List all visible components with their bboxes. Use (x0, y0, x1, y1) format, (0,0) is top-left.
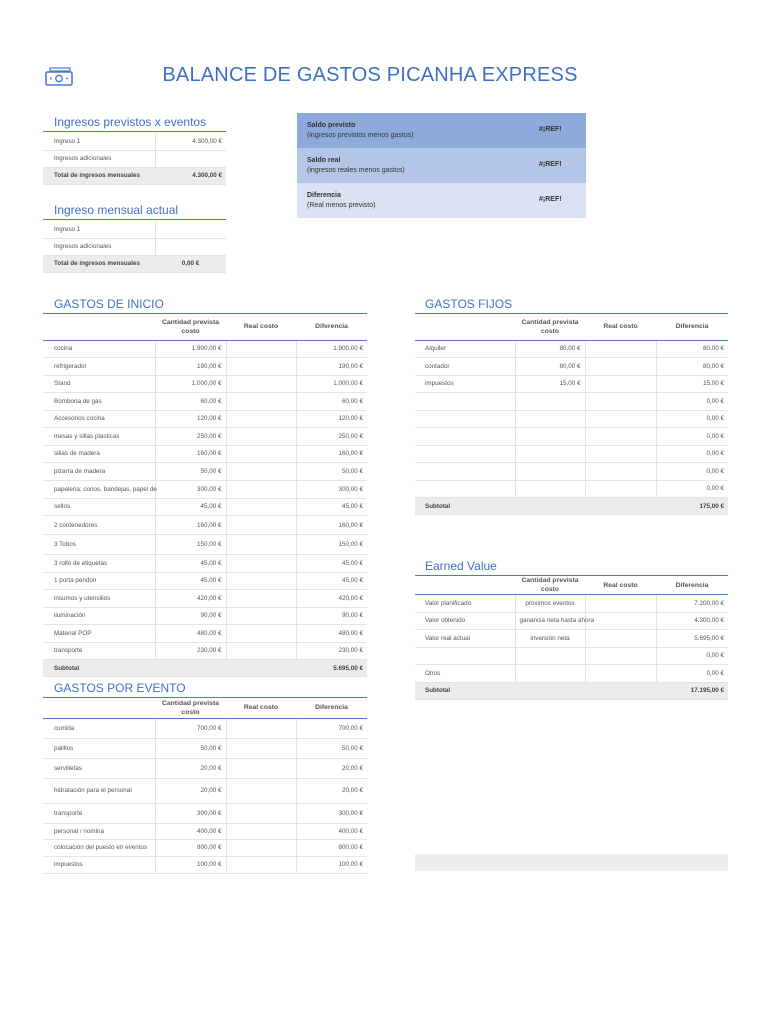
row-label (415, 393, 515, 411)
planned-cost-cell[interactable] (515, 410, 585, 428)
saldo-title: Saldo previsto (307, 122, 356, 129)
planned-cost-cell[interactable]: 230,00 € (155, 642, 226, 660)
table-row (43, 839, 367, 856)
total-label: Total de ingresos mensuales (43, 255, 155, 272)
empty-cell (515, 682, 585, 699)
planned-cost-cell[interactable]: 420,00 € (155, 590, 226, 608)
real-cost-cell[interactable] (226, 410, 296, 428)
table-row (415, 480, 728, 498)
row-label: Accesorios cocina (43, 410, 155, 428)
planned-cost-cell[interactable]: 50,00 € (155, 463, 226, 481)
subtotal-row (415, 498, 728, 515)
real-cost-cell[interactable] (585, 480, 656, 498)
real-cost-cell[interactable] (585, 358, 656, 376)
saldo-value: #¡REF! (539, 196, 562, 203)
table-row (415, 595, 728, 613)
real-cost-cell[interactable] (585, 340, 656, 358)
difference-cell[interactable]: 1.900,00 € (296, 340, 367, 358)
real-cost-cell[interactable] (226, 428, 296, 446)
planned-cost-cell[interactable]: 1.000,00 € (155, 375, 226, 393)
table-row (415, 358, 728, 376)
table-row (415, 612, 728, 630)
difference-cell[interactable]: 45,00 € (296, 572, 367, 590)
difference-cell[interactable]: 15,00 € (656, 375, 728, 393)
row-label: pizarra de madera (43, 463, 155, 481)
row-label: mesas y sillas plasticas (43, 428, 155, 446)
planned-cost-cell[interactable]: 80,00 € (515, 340, 585, 358)
difference-cell[interactable]: 50,00 € (296, 463, 367, 481)
row-label: Material POP (43, 625, 155, 643)
table-header (415, 314, 728, 340)
gastos-fijos-table (415, 314, 728, 515)
planned-cost-cell[interactable]: 20,00 € (155, 778, 226, 803)
table-row (43, 590, 367, 608)
table-row (43, 625, 367, 643)
difference-cell[interactable]: 0,00 € (656, 410, 728, 428)
row-label: iluminación (43, 607, 155, 625)
row-label: servilletas (43, 758, 155, 778)
subtotal-label: Subtotal (415, 498, 515, 515)
planned-cost-cell[interactable]: ganancia neta hasta ahora (515, 612, 585, 630)
planned-cost-cell[interactable]: 45,00 € (155, 555, 226, 573)
col-header (415, 576, 515, 595)
planned-cost-cell[interactable] (515, 393, 585, 411)
difference-cell[interactable]: 700,00 € (296, 718, 367, 738)
row-label: 3 rollo de etiquetas (43, 555, 155, 573)
row-label: sellos (43, 498, 155, 516)
saldo-title: Diferencia (307, 192, 341, 199)
row-label: Alquiler (415, 340, 515, 358)
difference-cell[interactable]: 5.695,00 € (656, 630, 728, 648)
difference-cell[interactable]: 4.300,00 € (656, 612, 728, 630)
difference-cell[interactable]: 1.000,00 € (296, 375, 367, 393)
table-row (415, 340, 728, 358)
table-row (415, 375, 728, 393)
difference-cell[interactable]: 300,00 € (296, 480, 367, 498)
col-header: Real costo (585, 576, 656, 595)
difference-cell[interactable]: 160,00 € (296, 516, 367, 535)
ingreso-actual-title: Ingreso mensual actual (43, 203, 226, 217)
row-label: colocación del puesto en eventos (43, 839, 155, 856)
planned-cost-cell[interactable]: 20,00 € (155, 758, 226, 778)
empty-cell (515, 498, 585, 515)
table-row (415, 445, 728, 463)
planned-cost-cell[interactable] (515, 445, 585, 463)
col-header (43, 314, 155, 340)
gastos-fijos-title: GASTOS FIJOS (415, 297, 728, 311)
table-row (43, 358, 367, 376)
row-label: Ingreso 1 (43, 133, 155, 150)
table-row (43, 340, 367, 358)
subtotal-row (43, 660, 367, 677)
col-header: Diferencia (296, 314, 367, 340)
row-label: insumos y utensilios (43, 590, 155, 608)
col-header: Real costo (226, 698, 296, 718)
row-label: comida (43, 718, 155, 738)
table-row (43, 778, 367, 803)
difference-cell[interactable]: 0,00 € (656, 647, 728, 665)
difference-cell[interactable]: 420,00 € (296, 590, 367, 608)
subtotal-row (415, 682, 728, 699)
real-cost-cell[interactable] (226, 856, 296, 873)
saldo-desc: (ingresos reales menos gastos) (307, 167, 405, 174)
difference-cell[interactable]: 0,00 € (656, 428, 728, 446)
real-cost-cell[interactable] (585, 428, 656, 446)
total-value: 4.300,00 € (155, 167, 226, 184)
row-label: 1 porta pendon (43, 572, 155, 590)
difference-cell[interactable]: 0,00 € (656, 480, 728, 498)
planned-cost-cell[interactable]: 50,00 € (155, 738, 226, 758)
table-row (43, 393, 367, 411)
row-label (415, 647, 515, 665)
planned-cost-cell[interactable]: 45,00 € (155, 498, 226, 516)
planned-cost-cell[interactable]: 100,00 € (155, 856, 226, 873)
saldo-desc: (ingresos previstos menos gastos) (307, 132, 414, 139)
saldo-previsto-row (297, 113, 586, 148)
difference-cell[interactable]: 45,00 € (296, 555, 367, 573)
empty-cell (226, 660, 296, 677)
table-header (415, 576, 728, 595)
subtotal-label: Subtotal (43, 660, 155, 677)
empty-cell (585, 682, 656, 699)
planned-cost-cell[interactable]: 90,00 € (155, 607, 226, 625)
table-row (43, 718, 367, 738)
difference-cell[interactable]: 7.200,00 € (656, 595, 728, 613)
table-row (43, 758, 367, 778)
row-value[interactable] (155, 221, 226, 238)
earned-value-section (415, 559, 728, 700)
real-cost-cell[interactable] (226, 375, 296, 393)
money-icon (44, 66, 74, 88)
planned-cost-cell[interactable]: 160,00 € (155, 516, 226, 535)
row-label (415, 480, 515, 498)
difference-cell[interactable]: 400,00 € (296, 823, 367, 839)
real-cost-cell[interactable] (226, 572, 296, 590)
table-row (43, 463, 367, 481)
page-title: BALANCE DE GASTOS PICANHA EXPRESS (162, 64, 578, 86)
col-header (43, 698, 155, 718)
row-label: personal / nomina (43, 823, 155, 839)
difference-cell[interactable]: 800,00 € (296, 839, 367, 856)
row-label: sillas de madera (43, 445, 155, 463)
planned-cost-cell[interactable]: 700,00 € (155, 718, 226, 738)
table-row (43, 642, 367, 660)
real-cost-cell[interactable] (226, 358, 296, 376)
planned-cost-cell[interactable] (515, 428, 585, 446)
row-label (415, 410, 515, 428)
row-label: 3 Tobos (43, 535, 155, 555)
subtotal-value: 17.195,00 € (656, 682, 728, 699)
footer-bar (415, 854, 728, 871)
empty-cell (585, 498, 656, 515)
total-row (43, 255, 226, 272)
subtotal-value: 175,00 € (656, 498, 728, 515)
real-cost-cell[interactable] (226, 718, 296, 738)
real-cost-cell[interactable] (226, 498, 296, 516)
difference-cell[interactable]: 300,00 € (296, 803, 367, 823)
difference-cell[interactable]: 60,00 € (296, 393, 367, 411)
ingresos-previstos-section (43, 115, 226, 185)
real-cost-cell[interactable] (585, 393, 656, 411)
planned-cost-cell[interactable] (515, 647, 585, 665)
row-label: cocina (43, 340, 155, 358)
table-row (43, 445, 367, 463)
real-cost-cell[interactable] (226, 803, 296, 823)
table-row (415, 463, 728, 481)
real-cost-cell[interactable] (226, 535, 296, 555)
saldo-title: Saldo real (307, 157, 341, 164)
real-cost-cell[interactable] (226, 607, 296, 625)
difference-cell[interactable]: 480,00 € (296, 625, 367, 643)
col-header: Real costo (226, 314, 296, 340)
total-label: Total de ingresos mensuales (43, 167, 155, 184)
table-row (43, 410, 367, 428)
planned-cost-cell[interactable]: 250,00 € (155, 428, 226, 446)
saldo-value: #¡REF! (539, 126, 562, 133)
col-header: Cantidad prevista costo (155, 314, 226, 340)
difference-cell[interactable]: 230,00 € (296, 642, 367, 660)
total-value: 0,00 € (155, 255, 226, 272)
row-label: hidratación para el personal (43, 778, 155, 803)
table-row (43, 738, 367, 758)
table-row (43, 375, 367, 393)
table-row (43, 555, 367, 573)
difference-cell[interactable]: 0,00 € (656, 445, 728, 463)
real-cost-cell[interactable] (226, 516, 296, 535)
difference-cell[interactable]: 20,00 € (296, 778, 367, 803)
table-row (43, 221, 226, 238)
row-label: contador (415, 358, 515, 376)
planned-cost-cell[interactable] (515, 463, 585, 481)
real-cost-cell[interactable] (226, 445, 296, 463)
gastos-fijos-section (415, 297, 728, 515)
planned-cost-cell[interactable]: inversión neta (515, 630, 585, 648)
row-label: Valor obtenido (415, 612, 515, 630)
saldo-real-row (297, 148, 586, 183)
col-header: Cantidad prevista costo (155, 698, 226, 718)
gastos-evento-table (43, 698, 367, 874)
real-cost-cell[interactable] (585, 595, 656, 613)
gastos-inicio-section (43, 297, 367, 677)
row-label (415, 463, 515, 481)
ingresos-previstos-title: Ingresos previstos x eventos (43, 115, 226, 129)
planned-cost-cell[interactable]: 300,00 € (155, 803, 226, 823)
table-row (415, 393, 728, 411)
row-label: impuestos (415, 375, 515, 393)
col-header: Diferencia (296, 698, 367, 718)
gastos-inicio-table (43, 314, 367, 677)
table-row (43, 498, 367, 516)
real-cost-cell[interactable] (226, 823, 296, 839)
table-row (43, 480, 367, 498)
col-header: Cantidad prevista costo (515, 314, 585, 340)
table-row (415, 647, 728, 665)
difference-cell[interactable]: 160,00 € (296, 445, 367, 463)
planned-cost-cell[interactable]: 15,00 € (515, 375, 585, 393)
planned-cost-cell[interactable] (515, 480, 585, 498)
col-header (415, 314, 515, 340)
real-cost-cell[interactable] (585, 612, 656, 630)
difference-cell[interactable]: 100,00 € (296, 856, 367, 873)
real-cost-cell[interactable] (226, 393, 296, 411)
planned-cost-cell[interactable]: 1.900,00 € (155, 340, 226, 358)
row-label: Ingresos adicionales (43, 150, 155, 167)
difference-cell[interactable]: 90,00 € (296, 607, 367, 625)
planned-cost-cell[interactable]: proximos eventos (515, 595, 585, 613)
table-row (43, 428, 367, 446)
planned-cost-cell[interactable]: 60,00 € (155, 393, 226, 411)
difference-cell[interactable]: 20,00 € (296, 758, 367, 778)
real-cost-cell[interactable] (585, 463, 656, 481)
empty-cell (155, 660, 226, 677)
ingreso-actual-table (43, 221, 226, 273)
table-row (43, 572, 367, 590)
difference-cell[interactable]: 150,00 € (296, 535, 367, 555)
row-label: transporte (43, 642, 155, 660)
table-row (415, 410, 728, 428)
row-label (415, 445, 515, 463)
row-label: Otros (415, 665, 515, 683)
real-cost-cell[interactable] (585, 630, 656, 648)
row-label: Valor planificado (415, 595, 515, 613)
real-cost-cell[interactable] (226, 625, 296, 643)
col-header: Diferencia (656, 314, 728, 340)
table-header (43, 314, 367, 340)
saldo-summary (297, 113, 586, 218)
row-label: Valor real actual (415, 630, 515, 648)
real-cost-cell[interactable] (226, 778, 296, 803)
row-value[interactable] (155, 238, 226, 255)
real-cost-cell[interactable] (226, 340, 296, 358)
row-label: Bombona de gas (43, 393, 155, 411)
table-row (43, 856, 367, 873)
gastos-inicio-title: GASTOS DE INICIO (43, 297, 367, 311)
row-label: Ingresos adicionales (43, 238, 155, 255)
row-label: refrigerador (43, 358, 155, 376)
table-row (415, 665, 728, 683)
planned-cost-cell[interactable]: 80,00 € (515, 358, 585, 376)
row-label: impuestos (43, 856, 155, 873)
difference-cell[interactable]: 0,00 € (656, 463, 728, 481)
planned-cost-cell[interactable]: 480,00 € (155, 625, 226, 643)
difference-cell[interactable]: 0,00 € (656, 393, 728, 411)
gastos-evento-section (43, 681, 367, 874)
difference-cell[interactable]: 80,00 € (656, 358, 728, 376)
real-cost-cell[interactable] (226, 590, 296, 608)
real-cost-cell[interactable] (226, 555, 296, 573)
planned-cost-cell[interactable]: 400,00 € (155, 823, 226, 839)
table-row (43, 823, 367, 839)
earned-value-title: Earned Value (415, 559, 728, 573)
row-label: transporte (43, 803, 155, 823)
real-cost-cell[interactable] (585, 665, 656, 683)
table-row (415, 428, 728, 446)
row-label: Ingreso 1 (43, 221, 155, 238)
col-header: Real costo (585, 314, 656, 340)
ingreso-actual-section (43, 203, 226, 273)
difference-cell[interactable]: 0,00 € (656, 665, 728, 683)
row-label: papeleria: conos, bandejas, papel de (43, 480, 155, 498)
table-row (43, 535, 367, 555)
difference-cell[interactable]: 250,00 € (296, 428, 367, 446)
table-row (43, 516, 367, 535)
row-label: Stand (43, 375, 155, 393)
planned-cost-cell[interactable]: 800,00 € (155, 839, 226, 856)
real-cost-cell[interactable] (226, 642, 296, 660)
table-row (43, 803, 367, 823)
real-cost-cell[interactable] (585, 647, 656, 665)
difference-cell[interactable]: 50,00 € (296, 738, 367, 758)
table-row (43, 133, 226, 150)
gastos-evento-title: GASTOS POR EVENTO (43, 681, 367, 695)
real-cost-cell[interactable] (226, 738, 296, 758)
col-header: Cantidad prevista costo (515, 576, 585, 595)
real-cost-cell[interactable] (226, 463, 296, 481)
row-value[interactable]: 4.300,00 € (155, 133, 226, 150)
real-cost-cell[interactable] (226, 839, 296, 856)
table-row (43, 238, 226, 255)
diferencia-row (297, 183, 586, 218)
earned-value-table (415, 576, 728, 700)
ingresos-previstos-table (43, 133, 226, 185)
row-label (415, 428, 515, 446)
total-row (43, 167, 226, 184)
subtotal-value: 5.695,00 € (296, 660, 367, 677)
real-cost-cell[interactable] (585, 375, 656, 393)
planned-cost-cell[interactable]: 150,00 € (155, 535, 226, 555)
real-cost-cell[interactable] (226, 758, 296, 778)
table-row (415, 630, 728, 648)
table-row (43, 607, 367, 625)
row-label: palillos (43, 738, 155, 758)
difference-cell[interactable]: 190,00 € (296, 358, 367, 376)
col-header: Diferencia (656, 576, 728, 595)
difference-cell[interactable]: 80,00 € (656, 340, 728, 358)
real-cost-cell[interactable] (226, 480, 296, 498)
real-cost-cell[interactable] (585, 445, 656, 463)
table-row (43, 150, 226, 167)
planned-cost-cell[interactable] (515, 665, 585, 683)
row-label: 2 contenedores (43, 516, 155, 535)
real-cost-cell[interactable] (585, 410, 656, 428)
planned-cost-cell[interactable]: 190,00 € (155, 358, 226, 376)
saldo-value: #¡REF! (539, 161, 562, 168)
planned-cost-cell[interactable]: 160,00 € (155, 445, 226, 463)
subtotal-label: Subtotal (415, 682, 515, 699)
difference-cell[interactable]: 45,00 € (296, 498, 367, 516)
planned-cost-cell[interactable]: 120,00 € (155, 410, 226, 428)
difference-cell[interactable]: 120,00 € (296, 410, 367, 428)
row-value[interactable] (155, 150, 226, 167)
table-header (43, 698, 367, 718)
planned-cost-cell[interactable]: 45,00 € (155, 572, 226, 590)
planned-cost-cell[interactable]: 300,00 € (155, 480, 226, 498)
saldo-desc: (Real menos previsto) (307, 202, 376, 209)
